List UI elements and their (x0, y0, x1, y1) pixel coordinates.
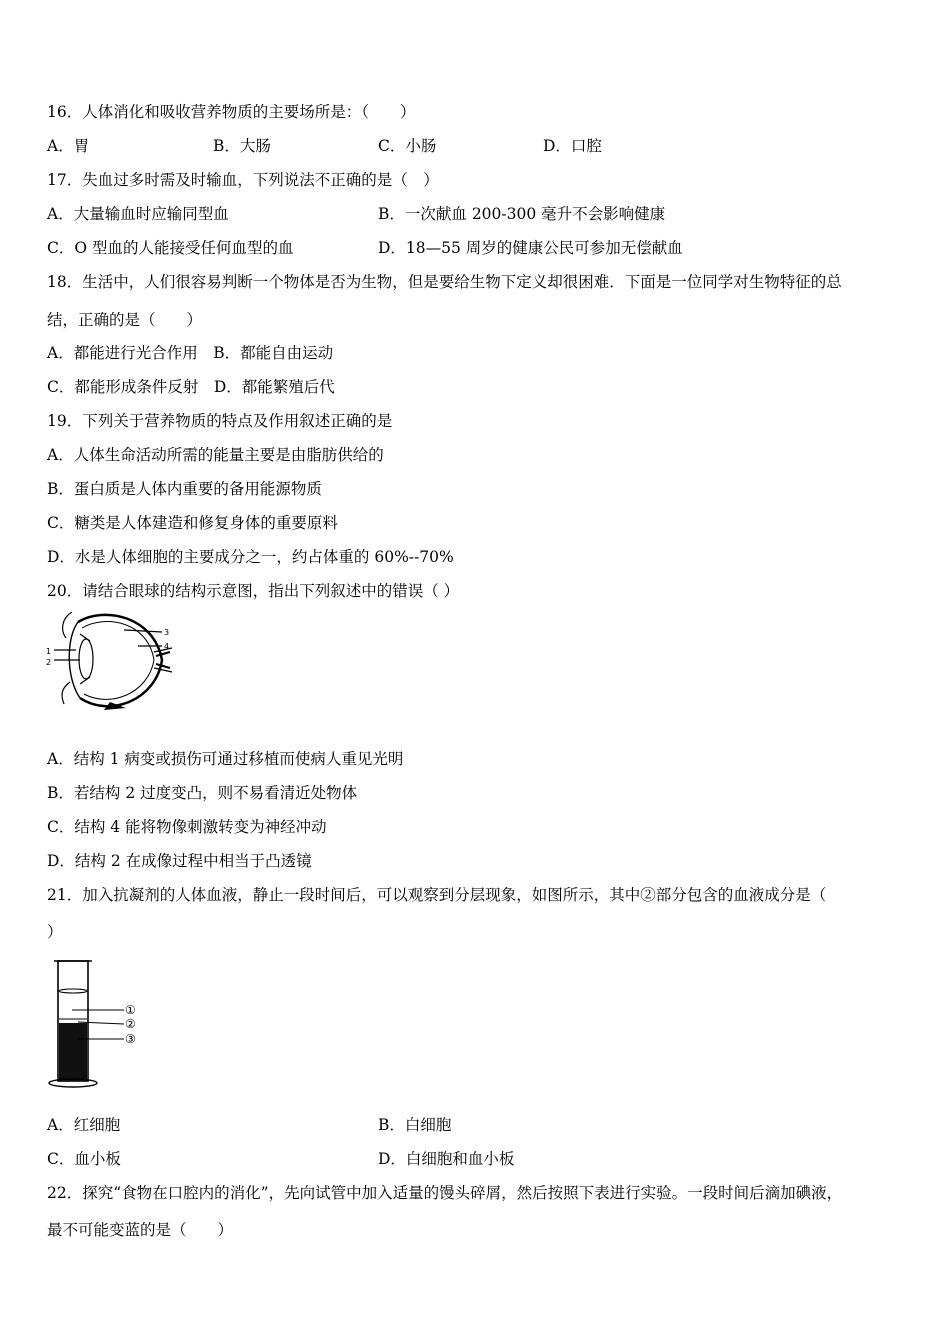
q21-stem-line1: 21．加入抗凝剂的人体血液，静止一段时间后，可以观察到分层现象，如图所示，其中②部分包含的血液成分是（ (47, 886, 827, 904)
tube-label-3: ③ (125, 1032, 136, 1046)
q16-stem: 16．人体消化和吸收营养物质的主要场所是：（ ） (47, 103, 416, 121)
q18-stem-line2: 结，正确的是（ ） (47, 311, 203, 329)
q17-option-a[interactable]: A．大量输血时应输同型血 (47, 205, 229, 223)
q22-stem-line2: 最不可能变蓝的是（ ） (47, 1221, 234, 1239)
q19-stem: 19．下列关于营养物质的特点及作用叙述正确的是 (47, 412, 393, 430)
q21-option-b[interactable]: B．白细胞 (378, 1116, 452, 1134)
q19-option-c[interactable]: C．糖类是人体建造和修复身体的重要原料 (47, 514, 338, 532)
q20-option-b[interactable]: B．若结构 2 过度变凸，则不易看清近处物体 (47, 784, 358, 802)
eye-label-4: 4 (164, 642, 170, 651)
q17-stem: 17．失血过多时需及时输血，下列说法不正确的是（ ） (47, 171, 439, 189)
q21-stem-line2: ） (47, 923, 63, 941)
q19-option-a[interactable]: A．人体生命活动所需的能量主要是由脂肪供给的 (47, 446, 384, 464)
q18-stem-line1: 18．生活中，人们很容易判断一个物体是否为生物，但是要给生物下定义却很困难．下面是一位同学对生物特征的总 (47, 273, 842, 291)
q18-options-cd[interactable]: C．都能形成条件反射 D．都能繁殖后代 (47, 378, 335, 396)
blood-test-tube-diagram (48, 955, 148, 1091)
q16-option-c[interactable]: C．小肠 (378, 137, 437, 155)
eye-label-3: 3 (164, 628, 170, 637)
q19-option-b[interactable]: B．蛋白质是人体内重要的备用能源物质 (47, 480, 322, 498)
q19-option-d[interactable]: D．水是人体细胞的主要成分之一，约占体重的 60%--70% (47, 548, 454, 566)
q20-option-d[interactable]: D．结构 2 在成像过程中相当于凸透镜 (47, 852, 312, 870)
eye-label-1: 1 (46, 647, 52, 656)
q16-option-b[interactable]: B．大肠 (213, 137, 271, 155)
q17-option-c[interactable]: C．O 型血的人能接受任何血型的血 (47, 239, 294, 257)
q16-option-a[interactable]: A．胃 (47, 137, 90, 155)
q16-option-d[interactable]: D．口腔 (543, 137, 602, 155)
q21-option-d[interactable]: D．白细胞和血小板 (378, 1150, 515, 1168)
q21-option-a[interactable]: A．红细胞 (47, 1116, 121, 1134)
q20-option-c[interactable]: C．结构 4 能将物像刺激转变为神经冲动 (47, 818, 327, 836)
eye-label-2: 2 (46, 658, 52, 667)
tube-label-2: ② (125, 1017, 136, 1031)
q22-stem-line1: 22．探究“食物在口腔内的消化”，先向试管中加入适量的馒头碎屑，然后按照下表进行实验。一段时间后滴加碘液， (47, 1184, 843, 1202)
tube-label-1: ① (125, 1003, 136, 1017)
eyeball-diagram (44, 608, 174, 714)
q17-option-b[interactable]: B．一次献血 200-300 毫升不会影响健康 (378, 205, 666, 223)
q18-options-ab[interactable]: A．都能进行光合作用 B．都能自由运动 (47, 344, 334, 362)
q20-option-a[interactable]: A．结构 1 病变或损伤可通过移植而使病人重见光明 (47, 750, 404, 768)
q17-option-d[interactable]: D．18—55 周岁的健康公民可参加无偿献血 (378, 239, 683, 257)
q21-option-c[interactable]: C．血小板 (47, 1150, 121, 1168)
q20-stem: 20．请结合眼球的结构示意图，指出下列叙述中的错误（ ） (47, 582, 460, 600)
